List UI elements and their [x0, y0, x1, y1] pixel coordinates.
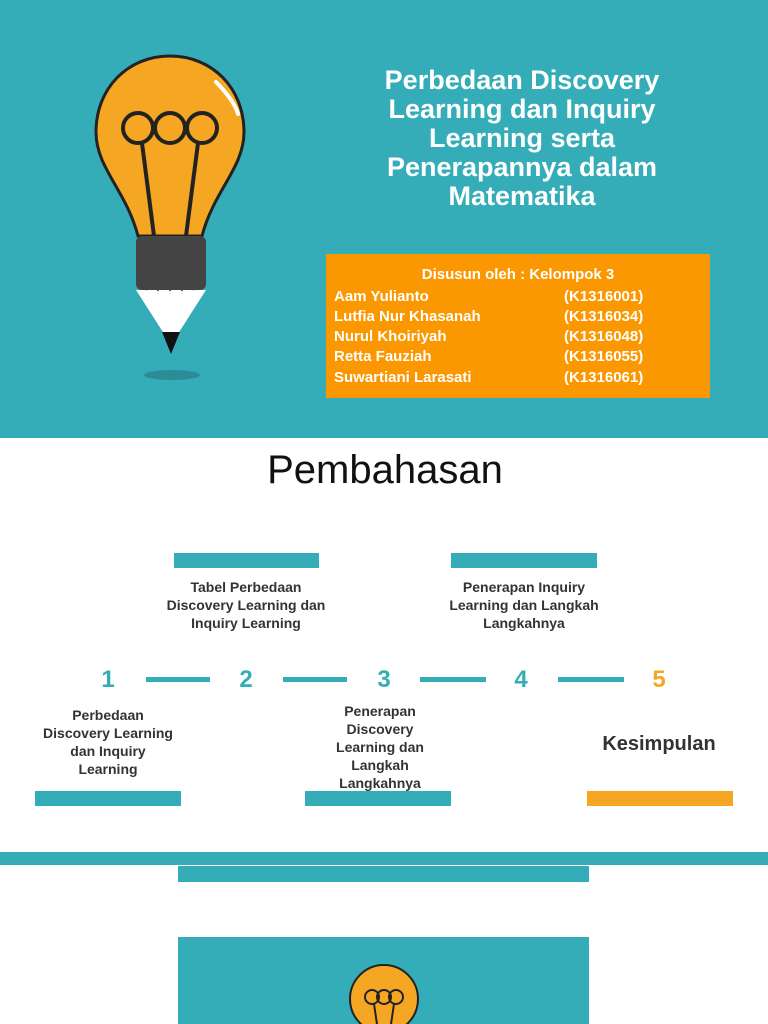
step-1-label: Perbedaan Discovery Learning dan Inquiry Learning — [43, 707, 173, 777]
agenda-title: Pembahasan — [267, 448, 503, 492]
slide-divider — [0, 434, 768, 438]
presentation-title: Perbedaan Discovery Learning dan Inquiry Learning serta Penerapannya dalam Matematika — [384, 65, 660, 211]
step-1-number: 1 — [101, 666, 115, 693]
step-4-label: Penerapan Inquiry Learning dan Langkah Langkahnya — [449, 579, 599, 631]
connector-line — [420, 677, 486, 682]
author-row — [334, 308, 704, 328]
connector-line — [146, 677, 210, 682]
author-name: Aam Yulianto — [334, 288, 429, 305]
step-1-bar — [35, 791, 181, 806]
author-row — [334, 288, 704, 308]
connector-line — [283, 677, 347, 682]
step-2-bar — [174, 553, 319, 568]
slide-header-bar — [178, 866, 589, 882]
lightbulb-pencil-icon — [90, 50, 250, 390]
step-5-number: 5 — [652, 666, 666, 693]
author-name: Retta Fauziah — [334, 348, 432, 365]
step-5-label: Kesimpulan — [602, 733, 716, 755]
author-name: Lutfia Nur Khasanah — [334, 308, 481, 325]
authors-heading: Disusun oleh : Kelompok 3 — [421, 266, 615, 283]
step-3-bar — [305, 791, 451, 806]
author-id: (K1316055) — [564, 348, 644, 365]
author-row — [334, 348, 704, 368]
author-id: (K1316048) — [564, 328, 644, 345]
author-name: Nurul Khoiriyah — [334, 328, 447, 345]
step-2-number: 2 — [239, 666, 253, 693]
authors-box — [326, 254, 710, 398]
connector-line — [558, 677, 624, 682]
author-id: (K1316061) — [564, 369, 644, 386]
step-3-label: Penerapan Discovery Learning dan Langkah Langkahnya — [336, 703, 424, 791]
author-id: (K1316001) — [564, 288, 644, 305]
author-row — [334, 328, 704, 348]
author-id: (K1316034) — [564, 308, 644, 325]
slide-divider — [0, 852, 768, 865]
step-2-label: Tabel Perbedaan Discovery Learning dan Inquiry Learning — [166, 579, 326, 631]
lightbulb-icon — [346, 961, 422, 1024]
step-4-bar — [451, 553, 597, 568]
step-3-number: 3 — [377, 666, 391, 693]
step-4-number: 4 — [514, 666, 528, 693]
author-name: Suwartiani Larasati — [334, 369, 472, 386]
next-slide-preview — [178, 937, 589, 1024]
title-slide — [0, 0, 768, 434]
step-5-bar — [587, 791, 733, 806]
author-row — [334, 369, 704, 389]
